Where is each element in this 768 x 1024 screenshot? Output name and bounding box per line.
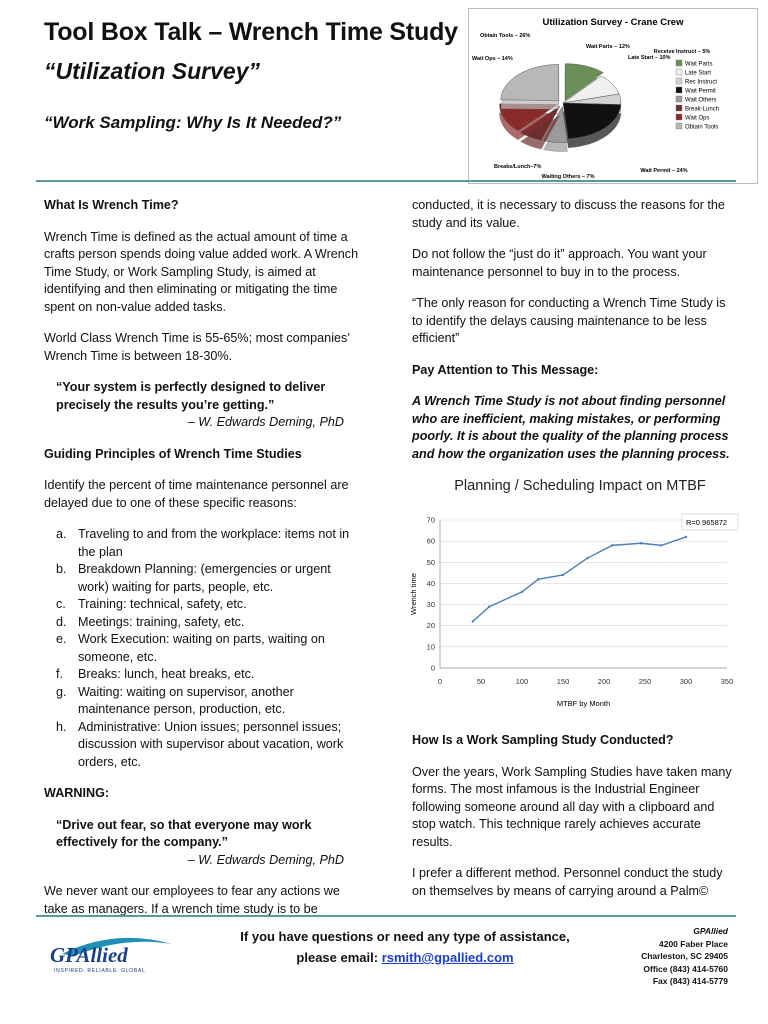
- contact-message: [210, 926, 600, 968]
- wrench-time-definition: Wrench Time is defined as the actual amount of time a crafts person spends doing value added work. A Wrench Time Study, or Work Sampling Study, is aimed at identifying and then eliminating or mitigating the time spent on non-value added tasks.: [44, 229, 359, 314]
- only-reason-paragraph: “The only reason for conducting a Wrench Time Study is to identify the delays causing maintenance to be less efficient”: [412, 296, 726, 345]
- deming-quote-2-text: “Drive out fear, so that everyone may work effectively for the company.”: [56, 817, 312, 849]
- pie-legend-swatch: [676, 114, 682, 120]
- fax-number: Fax (843) 414-5779: [652, 976, 728, 986]
- right-column-top: [412, 197, 734, 477]
- mtbf-data-point: [562, 574, 564, 576]
- how-conducted-paragraph-2: I prefer a different method. Personnel conduct the study on themselves by means of carrying around a Palm©: [412, 866, 723, 898]
- pie-slice-label: Obtain Tools – 26%: [480, 33, 531, 39]
- utilization-pie-chart: [468, 8, 758, 184]
- delay-reason-letter: b.: [56, 562, 67, 576]
- mtbf-data-point: [537, 578, 539, 580]
- how-conducted-heading: How Is a Work Sampling Study Conducted?: [412, 733, 674, 747]
- deming-quote-2-author: – W. Edwards Deming, PhD: [187, 852, 344, 867]
- delay-reason-item: [44, 666, 362, 684]
- delay-reason-letter: c.: [56, 597, 66, 611]
- page-tagline: “Work Sampling: Why Is It Needed?”: [44, 113, 342, 132]
- delay-reason-text: Waiting: waiting on supervisor, another maintenance person, production, etc.: [78, 684, 294, 716]
- office-phone: Office (843) 414-5760: [643, 963, 728, 974]
- delay-reason-item: [44, 596, 362, 614]
- mtbf-x-tick-label: 350: [720, 677, 734, 686]
- closing-paragraph: We never want our employees to fear any actions we take as managers. If a wrench time study is to be: [44, 884, 340, 916]
- delay-reason-letter: g.: [56, 684, 67, 699]
- mtbf-series: [472, 536, 688, 623]
- mtbf-x-tick-label: 50: [476, 677, 486, 686]
- pie-slice-label: Receive Instruct – 5%: [653, 49, 711, 55]
- how-conducted-paragraph-1: Over the years, Work Sampling Studies have taken many forms. The most infamous is the Industrial Engineer following someone around all day with a clipboard and stop watch. This technique rarely achieves accurate results.: [412, 764, 732, 849]
- header-divider: [36, 180, 736, 182]
- mtbf-x-tick-label: 150: [556, 677, 570, 686]
- mtbf-data-point: [685, 536, 687, 538]
- pie-legend-swatch: [676, 87, 682, 93]
- address-street: 4200 Faber Place: [659, 938, 728, 949]
- delay-reason-text: Traveling to and from the workplace: items not in the plan: [78, 527, 350, 559]
- world-class-paragraph: World Class Wrench Time is 55-65%; most companies’ Wrench Time is between 18-30%.: [44, 331, 350, 363]
- deming-quote-1: [44, 379, 362, 432]
- pie-slice-label: Breaks/Lunch–7%: [494, 164, 542, 170]
- deming-quote-2: [44, 817, 362, 870]
- pie-legend-label: Rec Instruct: [685, 79, 718, 86]
- mtbf-data-point: [660, 544, 662, 546]
- delay-reason-text: Work Execution: waiting on parts, waiting on someone, etc.: [78, 632, 325, 664]
- just-do-it-paragraph: Do not follow the “just do it” approach. You want your maintenance personnel to buy in to the process.: [412, 247, 707, 279]
- mtbf-y-tick-label: 60: [426, 536, 435, 546]
- mtbf-data-point: [611, 544, 613, 546]
- mtbf-x-tick-label: 200: [597, 677, 611, 686]
- pie-legend-label: Wait Ops: [685, 115, 710, 122]
- delay-reason-text: Breaks: lunch, heat breaks, etc.: [78, 667, 255, 681]
- pie-legend-label: Obtain Tools: [685, 124, 719, 131]
- deming-quote-1-text: “Your system is perfectly designed to deliver precisely the results you’re getting.”: [56, 380, 326, 412]
- mtbf-series-line: [473, 537, 686, 622]
- page-title: Tool Box Talk – Wrench Time Study: [44, 18, 458, 46]
- delay-reason-letter: a.: [56, 527, 67, 541]
- pay-attention-message: A Wrench Time Study is not about finding personnel who are inefficient, making mistakes, or performing poorly. It is about the quality of the planning process and how the organization uses the planning process.: [412, 394, 730, 461]
- pie-legend-label: Break-Lunch: [685, 106, 720, 113]
- footer-divider: [36, 915, 736, 917]
- pie-legend-label: Late Start: [685, 70, 712, 77]
- mtbf-y-tick-label: 30: [426, 600, 435, 610]
- pie-legend-label: Wait Parts: [685, 61, 713, 68]
- mtbf-y-tick-label: 10: [426, 642, 435, 652]
- mtbf-data-point: [640, 542, 642, 544]
- pie-legend-label: Wait Permit: [685, 88, 716, 95]
- mtbf-data-point: [521, 591, 523, 593]
- what-is-wrench-time-heading: What Is Wrench Time?: [44, 198, 179, 212]
- pie-slice-label: Wait Parts – 12%: [586, 44, 630, 50]
- pie-legend-swatch: [676, 60, 682, 66]
- contact-line-1: If you have questions or need any type of assistance,: [240, 929, 570, 944]
- mtbf-x-tick-label: 100: [515, 677, 529, 686]
- mtbf-y-tick-label: 70: [426, 515, 435, 525]
- mtbf-chart-title: Planning / Scheduling Impact on MTBF: [454, 478, 706, 494]
- contact-line-2: [210, 947, 600, 968]
- mtbf-data-point: [586, 557, 588, 559]
- delay-reason-letter: h.: [56, 719, 67, 734]
- page-subtitle: “Utilization Survey”: [44, 58, 260, 84]
- guiding-principles-intro: Identify the percent of time maintenance personnel are delayed due to one of these specific reasons:: [44, 478, 349, 510]
- mtbf-x-tick-label: 300: [679, 677, 693, 686]
- pie-legend-label: Wait Others: [685, 97, 717, 104]
- delay-reason-text: Meetings: training, safety, etc.: [78, 614, 245, 629]
- pie-slice-label: Waiting Others – 7%: [541, 174, 595, 180]
- company-name: GPAllied: [693, 926, 728, 936]
- mtbf-annotation: R=0.965872: [686, 518, 728, 527]
- delay-reason-letter: f.: [56, 667, 63, 681]
- logo-tagline: INSPIRED. RELIABLE. GLOBAL: [54, 968, 146, 974]
- pie-legend-swatch: [676, 78, 682, 84]
- delay-reasons-list: [44, 526, 362, 771]
- mtbf-y-axis-label: Wrench time: [409, 573, 418, 615]
- delay-reason-text: Training: technical, safety, etc.: [78, 597, 247, 611]
- pay-attention-heading: Pay Attention to This Message:: [412, 362, 599, 377]
- right-column-bottom: [412, 732, 734, 914]
- logo-wordmark: GPAllied: [50, 943, 128, 967]
- mtbf-data-point: [472, 620, 474, 622]
- delay-reason-letter: e.: [56, 632, 67, 646]
- contact-email-prefix: please email:: [296, 950, 382, 965]
- pie-legend-swatch: [676, 96, 682, 102]
- mtbf-y-tick-label: 0: [430, 663, 435, 673]
- address-city: Charleston, SC 29405: [641, 951, 728, 961]
- mtbf-x-tick-label: 0: [437, 677, 443, 686]
- company-address: [641, 925, 728, 988]
- delay-reason-letter: d.: [56, 614, 67, 629]
- warning-heading: WARNING:: [44, 786, 110, 800]
- pie-legend-swatch: [676, 123, 682, 129]
- pie-legend-swatch: [676, 105, 682, 111]
- pie-slice-label: Wait Ops – 14%: [472, 56, 513, 62]
- pie-chart-title: Utilization Survey - Crane Crew: [542, 17, 684, 28]
- pie-slice-label: Wait Permit – 24%: [640, 168, 688, 174]
- contact-email-link[interactable]: rsmith@gpallied.com: [381, 950, 514, 965]
- guiding-principles-heading: Guiding Principles of Wrench Time Studies: [44, 446, 302, 461]
- mtbf-gridlines: [440, 520, 727, 668]
- pie-slice-label: Late Start – 10%: [628, 55, 671, 61]
- delay-reason-item: [44, 614, 362, 632]
- mtbf-axes: [440, 520, 727, 668]
- mtbf-y-tick-label: 40: [426, 578, 435, 588]
- mtbf-line-chart: [402, 468, 742, 718]
- left-column: [44, 197, 362, 932]
- delay-reason-item: [44, 561, 362, 596]
- pie-legend-swatch: [676, 69, 682, 75]
- delay-reason-item: [44, 684, 362, 719]
- mtbf-x-tick-label: 250: [638, 677, 652, 686]
- mtbf-y-tick-label: 20: [426, 621, 435, 631]
- study-value-paragraph: conducted, it is necessary to discuss the reasons for the study and its value.: [412, 198, 725, 230]
- delay-reason-item: [44, 631, 362, 666]
- delay-reason-item: [44, 526, 362, 561]
- deming-quote-1-author: – W. Edwards Deming, PhD: [187, 415, 344, 429]
- delay-reason-item: [44, 719, 362, 772]
- mtbf-y-tick-label: 50: [426, 557, 435, 567]
- delay-reason-text: Breakdown Planning: (emergencies or urgent work) waiting for parts, people, etc.: [78, 562, 331, 594]
- gpallied-logo: [44, 932, 180, 974]
- mtbf-x-axis-label: MTBF by Month: [556, 699, 611, 708]
- mtbf-data-point: [488, 605, 490, 607]
- delay-reason-text: Administrative: Union issues; personnel issues; discussion with supervisor about vacation, work orders, etc.: [78, 719, 344, 769]
